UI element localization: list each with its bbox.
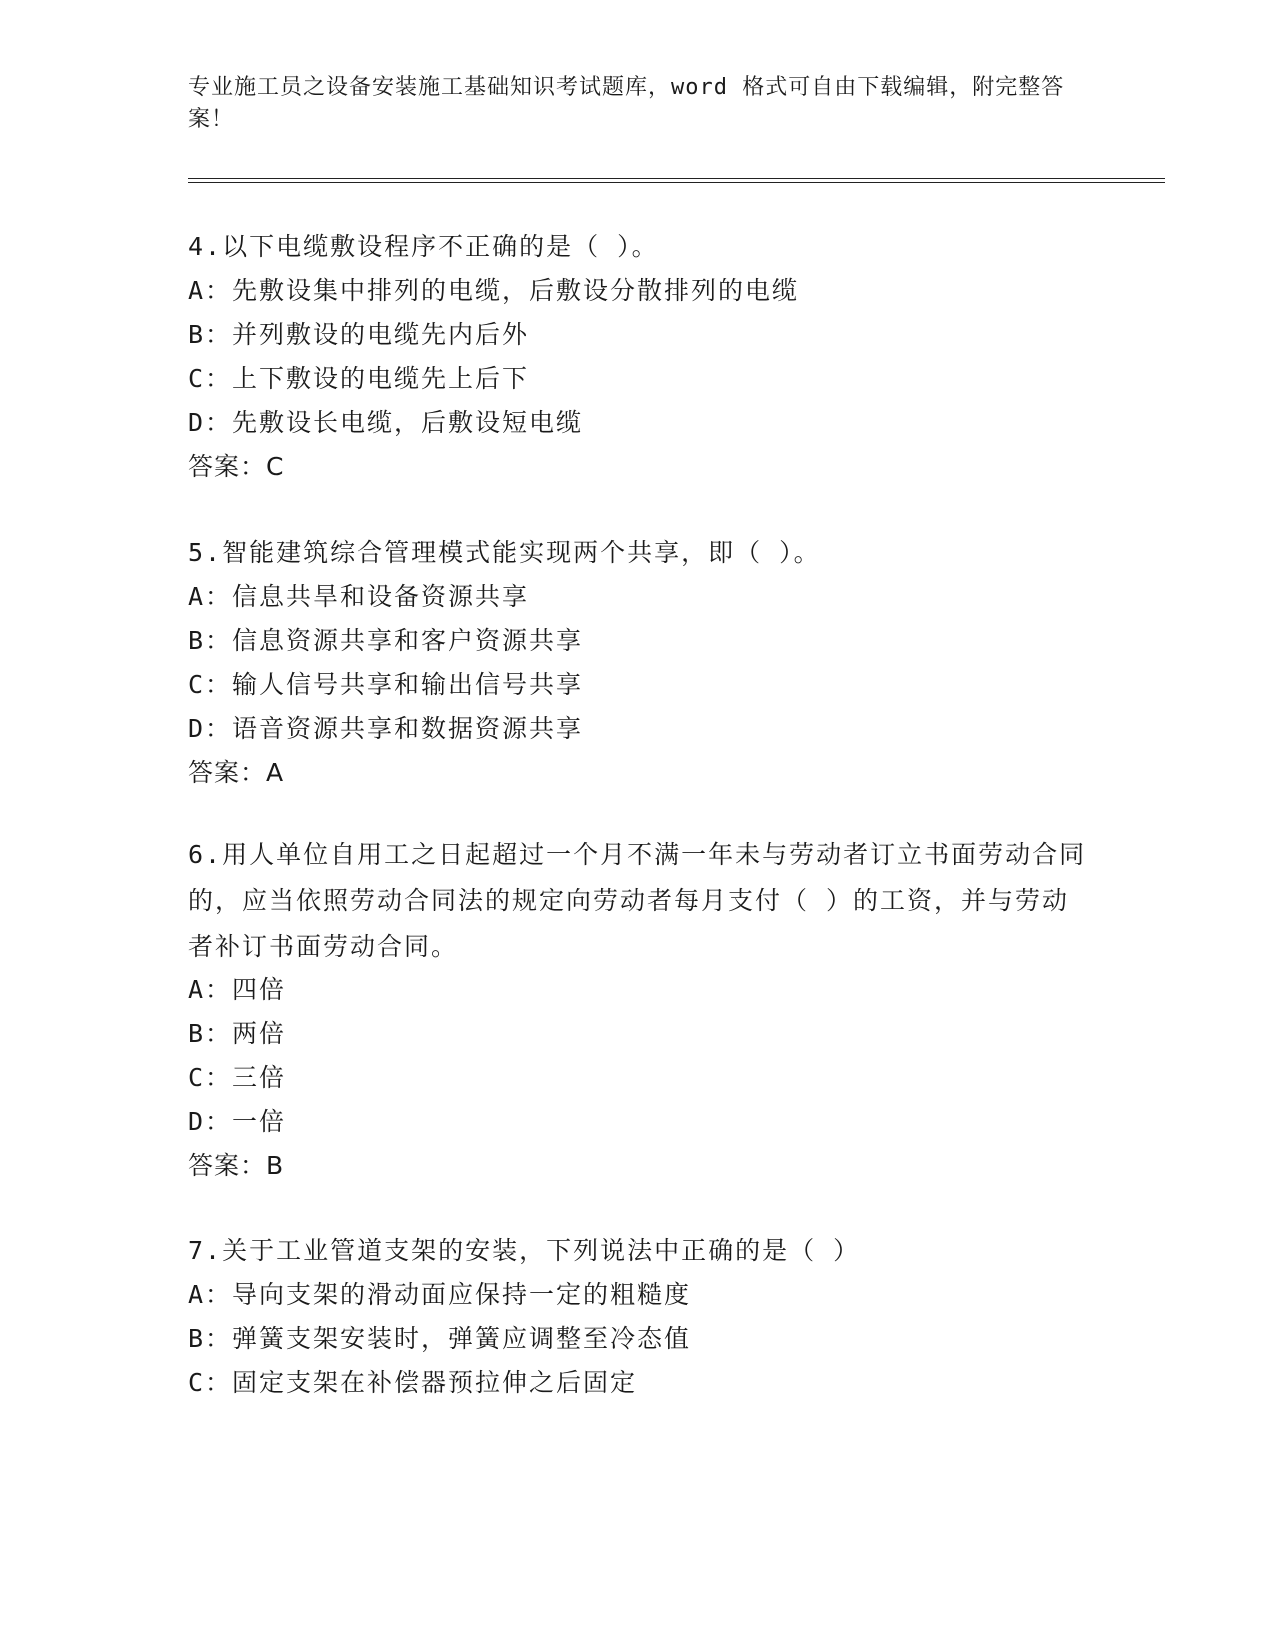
question-answer: 答案：C	[188, 452, 285, 481]
question-option: C：输人信号共享和输出信号共享	[188, 670, 584, 699]
question-option: B：弹簧支架安装时，弹簧应调整至冷态值	[188, 1324, 692, 1353]
question-option: A：导向支架的滑动面应保持一定的粗糙度	[188, 1280, 692, 1309]
question-answer: 答案：B	[188, 1151, 285, 1180]
question-option: C：固定支架在补偿器预拉伸之后固定	[188, 1368, 638, 1397]
question-option: A：四倍	[188, 975, 287, 1004]
question-option: C：三倍	[188, 1063, 287, 1092]
question-option: B：并列敷设的电缆先内后外	[188, 320, 530, 349]
question-option: A：信息共旱和设备资源共享	[188, 582, 530, 611]
question-option: B：信息资源共享和客户资源共享	[188, 626, 584, 655]
question-option: A：先敷设集中排列的电缆，后敷设分散排列的电缆	[188, 276, 800, 305]
question-stem: 7.关于工业管道支架的安装，下列说法中正确的是（ ）	[188, 1236, 861, 1265]
question-option: D：先敷设长电缆，后敷设短电缆	[188, 408, 584, 437]
question-answer: 答案：A	[188, 758, 285, 787]
question-stem: 4.以下电缆敷设程序不正确的是（ ）。	[188, 232, 659, 261]
question-stem: 6.用人单位自用工之日起超过一个月不满一年未与劳动者订立书面劳动合同的，应当依照劳动合同法的规定向劳动者每月支付（ ）的工资，并与劳动者补订书面劳动合同。	[188, 840, 1087, 961]
header-divider-top	[188, 178, 1165, 179]
document-header: 专业施工员之设备安装施工基础知识考试题库，word 格式可自由下载编辑，附完整答案！	[188, 75, 1065, 132]
question-option: D：语音资源共享和数据资源共享	[188, 714, 584, 743]
question-option: B：两倍	[188, 1019, 287, 1048]
question-option: C：上下敷设的电缆先上后下	[188, 364, 530, 393]
question-stem: 5.智能建筑综合管理模式能实现两个共享，即（ ）。	[188, 538, 821, 567]
question-option: D：一倍	[188, 1107, 287, 1136]
header-divider-bottom	[188, 182, 1165, 183]
